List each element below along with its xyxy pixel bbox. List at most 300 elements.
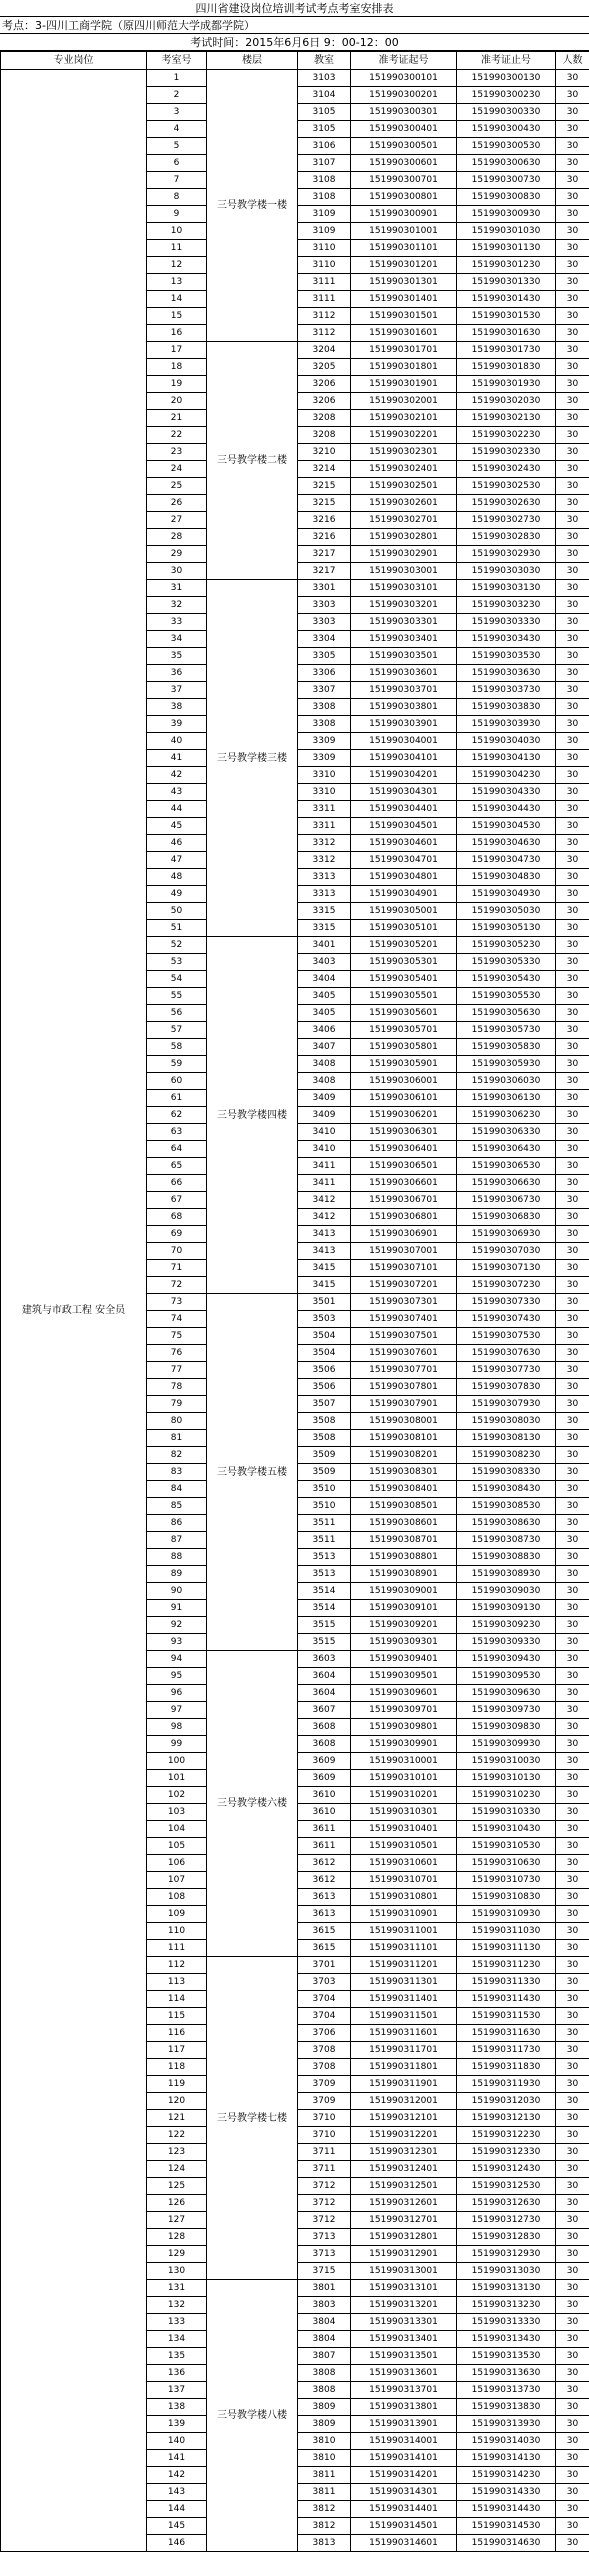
ticket-start-cell: 151990309201 xyxy=(351,1617,457,1634)
ticket-end-cell: 151990308230 xyxy=(457,1447,556,1464)
ticket-start-cell: 151990306001 xyxy=(351,1073,457,1090)
classroom-cell: 3405 xyxy=(298,988,351,1005)
room-number-cell: 29 xyxy=(147,546,207,563)
room-number-cell: 128 xyxy=(147,2229,207,2246)
headcount-cell: 30 xyxy=(556,1957,589,1974)
ticket-end-cell: 151990311530 xyxy=(457,2008,556,2025)
headcount-cell: 30 xyxy=(556,1107,589,1124)
room-number-cell: 17 xyxy=(147,342,207,359)
headcount-cell: 30 xyxy=(556,1583,589,1600)
ticket-start-cell: 151990313501 xyxy=(351,2348,457,2365)
classroom-cell: 3513 xyxy=(298,1549,351,1566)
ticket-start-cell: 151990305201 xyxy=(351,937,457,954)
floor-cell: 三号教学楼七楼 xyxy=(207,1957,298,2280)
room-number-cell: 70 xyxy=(147,1243,207,1260)
ticket-end-cell: 151990311630 xyxy=(457,2025,556,2042)
ticket-start-cell: 151990307901 xyxy=(351,1396,457,1413)
classroom-cell: 3217 xyxy=(298,563,351,580)
classroom-cell: 3105 xyxy=(298,121,351,138)
column-header-post: 专业岗位 xyxy=(1,52,147,70)
classroom-cell: 3309 xyxy=(298,733,351,750)
classroom-cell: 3109 xyxy=(298,206,351,223)
classroom-cell: 3206 xyxy=(298,393,351,410)
ticket-start-cell: 151990312001 xyxy=(351,2093,457,2110)
ticket-start-cell: 151990301701 xyxy=(351,342,457,359)
ticket-start-cell: 151990302101 xyxy=(351,410,457,427)
floor-cell: 三号教学楼五楼 xyxy=(207,1294,298,1651)
ticket-start-cell: 151990313901 xyxy=(351,2416,457,2433)
headcount-cell: 30 xyxy=(556,1719,589,1736)
classroom-cell: 3412 xyxy=(298,1192,351,1209)
classroom-cell: 3611 xyxy=(298,1821,351,1838)
ticket-end-cell: 151990303930 xyxy=(457,716,556,733)
headcount-cell: 30 xyxy=(556,2212,589,2229)
classroom-cell: 3810 xyxy=(298,2450,351,2467)
ticket-end-cell: 151990306430 xyxy=(457,1141,556,1158)
ticket-end-cell: 151990307030 xyxy=(457,1243,556,1260)
classroom-cell: 3309 xyxy=(298,750,351,767)
headcount-cell: 30 xyxy=(556,2025,589,2042)
room-number-cell: 26 xyxy=(147,495,207,512)
headcount-cell: 30 xyxy=(556,1158,589,1175)
room-number-cell: 81 xyxy=(147,1430,207,1447)
room-number-cell: 146 xyxy=(147,2535,207,2552)
classroom-cell: 3610 xyxy=(298,1804,351,1821)
ticket-start-cell: 151990305701 xyxy=(351,1022,457,1039)
ticket-start-cell: 151990313301 xyxy=(351,2314,457,2331)
ticket-end-cell: 151990301130 xyxy=(457,240,556,257)
classroom-cell: 3514 xyxy=(298,1600,351,1617)
room-number-cell: 113 xyxy=(147,1974,207,1991)
room-number-cell: 127 xyxy=(147,2212,207,2229)
room-number-cell: 79 xyxy=(147,1396,207,1413)
headcount-cell: 30 xyxy=(556,1532,589,1549)
ticket-start-cell: 151990306501 xyxy=(351,1158,457,1175)
ticket-start-cell: 151990301401 xyxy=(351,291,457,308)
classroom-cell: 3110 xyxy=(298,240,351,257)
classroom-cell: 3310 xyxy=(298,784,351,801)
headcount-cell: 30 xyxy=(556,937,589,954)
room-number-cell: 136 xyxy=(147,2365,207,2382)
room-number-cell: 91 xyxy=(147,1600,207,1617)
ticket-start-cell: 151990309001 xyxy=(351,1583,457,1600)
headcount-cell: 30 xyxy=(556,971,589,988)
room-number-cell: 133 xyxy=(147,2314,207,2331)
ticket-end-cell: 151990312130 xyxy=(457,2110,556,2127)
ticket-end-cell: 151990301430 xyxy=(457,291,556,308)
room-number-cell: 145 xyxy=(147,2518,207,2535)
classroom-cell: 3208 xyxy=(298,427,351,444)
room-number-cell: 18 xyxy=(147,359,207,376)
ticket-start-cell: 151990307201 xyxy=(351,1277,457,1294)
sheet-title: 四川省建设岗位培训考试考点考室安排表 xyxy=(0,0,589,17)
headcount-cell: 30 xyxy=(556,1141,589,1158)
ticket-start-cell: 151990300701 xyxy=(351,172,457,189)
room-number-cell: 89 xyxy=(147,1566,207,1583)
headcount-cell: 30 xyxy=(556,597,589,614)
room-number-cell: 33 xyxy=(147,614,207,631)
ticket-end-cell: 151990314430 xyxy=(457,2501,556,2518)
ticket-start-cell: 151990310801 xyxy=(351,1889,457,1906)
room-number-cell: 13 xyxy=(147,274,207,291)
ticket-end-cell: 151990305030 xyxy=(457,903,556,920)
headcount-cell: 30 xyxy=(556,2416,589,2433)
headcount-cell: 30 xyxy=(556,852,589,869)
ticket-end-cell: 151990306630 xyxy=(457,1175,556,1192)
room-number-cell: 118 xyxy=(147,2059,207,2076)
ticket-end-cell: 151990312330 xyxy=(457,2144,556,2161)
classroom-cell: 3801 xyxy=(298,2280,351,2297)
headcount-cell: 30 xyxy=(556,2535,589,2552)
ticket-start-cell: 151990308601 xyxy=(351,1515,457,1532)
headcount-cell: 30 xyxy=(556,1022,589,1039)
classroom-cell: 3704 xyxy=(298,2008,351,2025)
ticket-end-cell: 151990301330 xyxy=(457,274,556,291)
room-number-cell: 86 xyxy=(147,1515,207,1532)
classroom-cell: 3214 xyxy=(298,461,351,478)
ticket-end-cell: 151990312830 xyxy=(457,2229,556,2246)
ticket-start-cell: 151990309801 xyxy=(351,1719,457,1736)
ticket-start-cell: 151990304301 xyxy=(351,784,457,801)
headcount-cell: 30 xyxy=(556,325,589,342)
ticket-end-cell: 151990305830 xyxy=(457,1039,556,1056)
ticket-end-cell: 151990313630 xyxy=(457,2365,556,2382)
ticket-end-cell: 151990300330 xyxy=(457,104,556,121)
ticket-start-cell: 151990302601 xyxy=(351,495,457,512)
ticket-start-cell: 151990311901 xyxy=(351,2076,457,2093)
headcount-cell: 30 xyxy=(556,2144,589,2161)
ticket-start-cell: 151990303201 xyxy=(351,597,457,614)
room-number-cell: 55 xyxy=(147,988,207,1005)
classroom-cell: 3407 xyxy=(298,1039,351,1056)
ticket-start-cell: 151990305301 xyxy=(351,954,457,971)
room-number-cell: 105 xyxy=(147,1838,207,1855)
headcount-cell: 30 xyxy=(556,1753,589,1770)
ticket-end-cell: 151990311230 xyxy=(457,1957,556,1974)
ticket-end-cell: 151990307730 xyxy=(457,1362,556,1379)
headcount-cell: 30 xyxy=(556,1770,589,1787)
headcount-cell: 30 xyxy=(556,546,589,563)
classroom-cell: 3217 xyxy=(298,546,351,563)
floor-cell: 三号教学楼八楼 xyxy=(207,2280,298,2552)
ticket-end-cell: 151990304930 xyxy=(457,886,556,903)
ticket-end-cell: 151990308130 xyxy=(457,1430,556,1447)
floor-cell: 三号教学楼二楼 xyxy=(207,342,298,580)
room-number-cell: 140 xyxy=(147,2433,207,2450)
ticket-end-cell: 151990313530 xyxy=(457,2348,556,2365)
room-number-cell: 96 xyxy=(147,1685,207,1702)
ticket-end-cell: 151990314630 xyxy=(457,2535,556,2552)
classroom-cell: 3303 xyxy=(298,597,351,614)
ticket-end-cell: 151990305930 xyxy=(457,1056,556,1073)
headcount-cell: 30 xyxy=(556,1566,589,1583)
classroom-cell: 3809 xyxy=(298,2416,351,2433)
headcount-cell: 30 xyxy=(556,1277,589,1294)
room-number-cell: 98 xyxy=(147,1719,207,1736)
headcount-cell: 30 xyxy=(556,2008,589,2025)
classroom-cell: 3303 xyxy=(298,614,351,631)
room-number-cell: 35 xyxy=(147,648,207,665)
headcount-cell: 30 xyxy=(556,1889,589,1906)
ticket-end-cell: 151990306030 xyxy=(457,1073,556,1090)
ticket-start-cell: 151990300801 xyxy=(351,189,457,206)
ticket-end-cell: 151990307530 xyxy=(457,1328,556,1345)
headcount-cell: 30 xyxy=(556,733,589,750)
ticket-end-cell: 151990307830 xyxy=(457,1379,556,1396)
classroom-cell: 3307 xyxy=(298,682,351,699)
ticket-start-cell: 151990303401 xyxy=(351,631,457,648)
room-number-cell: 50 xyxy=(147,903,207,920)
ticket-end-cell: 151990312930 xyxy=(457,2246,556,2263)
classroom-cell: 3615 xyxy=(298,1923,351,1940)
classroom-cell: 3715 xyxy=(298,2263,351,2280)
ticket-start-cell: 151990308501 xyxy=(351,1498,457,1515)
headcount-cell: 30 xyxy=(556,1906,589,1923)
ticket-start-cell: 151990301201 xyxy=(351,257,457,274)
headcount-cell: 30 xyxy=(556,2518,589,2535)
ticket-start-cell: 151990309101 xyxy=(351,1600,457,1617)
ticket-start-cell: 151990311201 xyxy=(351,1957,457,1974)
room-number-cell: 134 xyxy=(147,2331,207,2348)
headcount-cell: 30 xyxy=(556,1855,589,1872)
ticket-end-cell: 151990300930 xyxy=(457,206,556,223)
room-number-cell: 67 xyxy=(147,1192,207,1209)
classroom-cell: 3711 xyxy=(298,2161,351,2178)
ticket-end-cell: 151990303730 xyxy=(457,682,556,699)
room-number-cell: 2 xyxy=(147,87,207,104)
exam-time-line: 考试时间：2015年6月6日 9：00-12：00 xyxy=(0,34,589,51)
ticket-end-cell: 151990304730 xyxy=(457,852,556,869)
room-number-cell: 90 xyxy=(147,1583,207,1600)
ticket-start-cell: 151990305901 xyxy=(351,1056,457,1073)
ticket-start-cell: 151990308801 xyxy=(351,1549,457,1566)
ticket-end-cell: 151990310830 xyxy=(457,1889,556,1906)
classroom-cell: 3513 xyxy=(298,1566,351,1583)
column-header-room-no: 考室号 xyxy=(147,52,207,70)
classroom-cell: 3205 xyxy=(298,359,351,376)
classroom-cell: 3704 xyxy=(298,1991,351,2008)
room-number-cell: 139 xyxy=(147,2416,207,2433)
headcount-cell: 30 xyxy=(556,206,589,223)
room-number-cell: 121 xyxy=(147,2110,207,2127)
room-number-cell: 126 xyxy=(147,2195,207,2212)
headcount-cell: 30 xyxy=(556,2127,589,2144)
headcount-cell: 30 xyxy=(556,240,589,257)
classroom-cell: 3109 xyxy=(298,223,351,240)
ticket-end-cell: 151990309830 xyxy=(457,1719,556,1736)
headcount-cell: 30 xyxy=(556,1056,589,1073)
ticket-start-cell: 151990311001 xyxy=(351,1923,457,1940)
classroom-cell: 3305 xyxy=(298,648,351,665)
ticket-end-cell: 151990304830 xyxy=(457,869,556,886)
classroom-cell: 3204 xyxy=(298,342,351,359)
room-number-cell: 124 xyxy=(147,2161,207,2178)
classroom-cell: 3216 xyxy=(298,512,351,529)
classroom-cell: 3804 xyxy=(298,2314,351,2331)
room-number-cell: 141 xyxy=(147,2450,207,2467)
ticket-end-cell: 151990312530 xyxy=(457,2178,556,2195)
ticket-end-cell: 151990305130 xyxy=(457,920,556,937)
headcount-cell: 30 xyxy=(556,2382,589,2399)
headcount-cell: 30 xyxy=(556,2042,589,2059)
room-number-cell: 39 xyxy=(147,716,207,733)
classroom-cell: 3408 xyxy=(298,1056,351,1073)
headcount-cell: 30 xyxy=(556,2450,589,2467)
headcount-cell: 30 xyxy=(556,614,589,631)
classroom-cell: 3810 xyxy=(298,2433,351,2450)
table-row xyxy=(1,70,589,87)
ticket-end-cell: 151990302030 xyxy=(457,393,556,410)
headcount-cell: 30 xyxy=(556,155,589,172)
ticket-end-cell: 151990309230 xyxy=(457,1617,556,1634)
ticket-start-cell: 151990312201 xyxy=(351,2127,457,2144)
ticket-end-cell: 151990303630 xyxy=(457,665,556,682)
ticket-end-cell: 151990303030 xyxy=(457,563,556,580)
ticket-start-cell: 151990300101 xyxy=(351,70,457,87)
ticket-start-cell: 151990311101 xyxy=(351,1940,457,1957)
ticket-start-cell: 151990310101 xyxy=(351,1770,457,1787)
classroom-cell: 3609 xyxy=(298,1770,351,1787)
ticket-end-cell: 151990312230 xyxy=(457,2127,556,2144)
classroom-cell: 3613 xyxy=(298,1906,351,1923)
headcount-cell: 30 xyxy=(556,478,589,495)
ticket-start-cell: 151990309301 xyxy=(351,1634,457,1651)
classroom-cell: 3504 xyxy=(298,1345,351,1362)
ticket-start-cell: 151990307101 xyxy=(351,1260,457,1277)
classroom-cell: 3813 xyxy=(298,2535,351,2552)
classroom-cell: 3110 xyxy=(298,257,351,274)
room-number-cell: 104 xyxy=(147,1821,207,1838)
headcount-cell: 30 xyxy=(556,376,589,393)
headcount-cell: 30 xyxy=(556,1634,589,1651)
room-number-cell: 88 xyxy=(147,1549,207,1566)
headcount-cell: 30 xyxy=(556,920,589,937)
ticket-end-cell: 151990302330 xyxy=(457,444,556,461)
classroom-cell: 3712 xyxy=(298,2195,351,2212)
classroom-cell: 3809 xyxy=(298,2399,351,2416)
classroom-cell: 3510 xyxy=(298,1481,351,1498)
ticket-end-cell: 151990310930 xyxy=(457,1906,556,1923)
room-number-cell: 5 xyxy=(147,138,207,155)
room-number-cell: 47 xyxy=(147,852,207,869)
room-number-cell: 58 xyxy=(147,1039,207,1056)
ticket-start-cell: 151990309701 xyxy=(351,1702,457,1719)
ticket-end-cell: 151990307130 xyxy=(457,1260,556,1277)
classroom-cell: 3315 xyxy=(298,920,351,937)
ticket-end-cell: 151990308330 xyxy=(457,1464,556,1481)
room-number-cell: 116 xyxy=(147,2025,207,2042)
ticket-start-cell: 151990312801 xyxy=(351,2229,457,2246)
ticket-start-cell: 151990304001 xyxy=(351,733,457,750)
headcount-cell: 30 xyxy=(556,784,589,801)
exam-room-table xyxy=(0,51,589,2552)
room-number-cell: 83 xyxy=(147,1464,207,1481)
classroom-cell: 3508 xyxy=(298,1430,351,1447)
headcount-cell: 30 xyxy=(556,1702,589,1719)
headcount-cell: 30 xyxy=(556,1396,589,1413)
ticket-end-cell: 151990310130 xyxy=(457,1770,556,1787)
classroom-cell: 3808 xyxy=(298,2382,351,2399)
classroom-cell: 3415 xyxy=(298,1260,351,1277)
ticket-end-cell: 151990309330 xyxy=(457,1634,556,1651)
classroom-cell: 3712 xyxy=(298,2212,351,2229)
classroom-cell: 3112 xyxy=(298,308,351,325)
room-number-cell: 53 xyxy=(147,954,207,971)
ticket-start-cell: 151990304101 xyxy=(351,750,457,767)
classroom-cell: 3304 xyxy=(298,631,351,648)
room-number-cell: 4 xyxy=(147,121,207,138)
ticket-end-cell: 151990302130 xyxy=(457,410,556,427)
room-number-cell: 65 xyxy=(147,1158,207,1175)
headcount-cell: 30 xyxy=(556,818,589,835)
room-number-cell: 28 xyxy=(147,529,207,546)
ticket-start-cell: 151990306301 xyxy=(351,1124,457,1141)
room-number-cell: 24 xyxy=(147,461,207,478)
classroom-cell: 3609 xyxy=(298,1753,351,1770)
room-number-cell: 38 xyxy=(147,699,207,716)
ticket-end-cell: 151990313330 xyxy=(457,2314,556,2331)
ticket-end-cell: 151990308530 xyxy=(457,1498,556,1515)
classroom-cell: 3511 xyxy=(298,1515,351,1532)
headcount-cell: 30 xyxy=(556,1838,589,1855)
room-number-cell: 130 xyxy=(147,2263,207,2280)
ticket-end-cell: 151990302930 xyxy=(457,546,556,563)
ticket-start-cell: 151990310301 xyxy=(351,1804,457,1821)
ticket-end-cell: 151990310230 xyxy=(457,1787,556,1804)
classroom-cell: 3804 xyxy=(298,2331,351,2348)
ticket-start-cell: 151990313601 xyxy=(351,2365,457,2382)
room-number-cell: 60 xyxy=(147,1073,207,1090)
room-number-cell: 142 xyxy=(147,2467,207,2484)
ticket-end-cell: 151990302530 xyxy=(457,478,556,495)
ticket-start-cell: 151990309601 xyxy=(351,1685,457,1702)
classroom-cell: 3411 xyxy=(298,1158,351,1175)
classroom-cell: 3709 xyxy=(298,2076,351,2093)
headcount-cell: 30 xyxy=(556,223,589,240)
headcount-cell: 30 xyxy=(556,1294,589,1311)
classroom-cell: 3311 xyxy=(298,801,351,818)
ticket-end-cell: 151990314030 xyxy=(457,2433,556,2450)
headcount-cell: 30 xyxy=(556,988,589,1005)
room-number-cell: 15 xyxy=(147,308,207,325)
ticket-start-cell: 151990302401 xyxy=(351,461,457,478)
room-number-cell: 14 xyxy=(147,291,207,308)
classroom-cell: 3607 xyxy=(298,1702,351,1719)
ticket-start-cell: 151990312701 xyxy=(351,2212,457,2229)
ticket-end-cell: 151990305530 xyxy=(457,988,556,1005)
ticket-start-cell: 151990305001 xyxy=(351,903,457,920)
room-number-cell: 137 xyxy=(147,2382,207,2399)
headcount-cell: 30 xyxy=(556,631,589,648)
ticket-start-cell: 151990302201 xyxy=(351,427,457,444)
room-number-cell: 62 xyxy=(147,1107,207,1124)
headcount-cell: 30 xyxy=(556,1991,589,2008)
headcount-cell: 30 xyxy=(556,172,589,189)
headcount-cell: 30 xyxy=(556,1515,589,1532)
headcount-cell: 30 xyxy=(556,2348,589,2365)
room-number-cell: 21 xyxy=(147,410,207,427)
ticket-start-cell: 151990301901 xyxy=(351,376,457,393)
column-header-ticket-end: 准考证止号 xyxy=(457,52,556,70)
room-number-cell: 36 xyxy=(147,665,207,682)
ticket-end-cell: 151990308930 xyxy=(457,1566,556,1583)
room-number-cell: 74 xyxy=(147,1311,207,1328)
room-number-cell: 8 xyxy=(147,189,207,206)
headcount-cell: 30 xyxy=(556,1464,589,1481)
classroom-cell: 3713 xyxy=(298,2229,351,2246)
room-number-cell: 3 xyxy=(147,104,207,121)
ticket-start-cell: 151990301001 xyxy=(351,223,457,240)
